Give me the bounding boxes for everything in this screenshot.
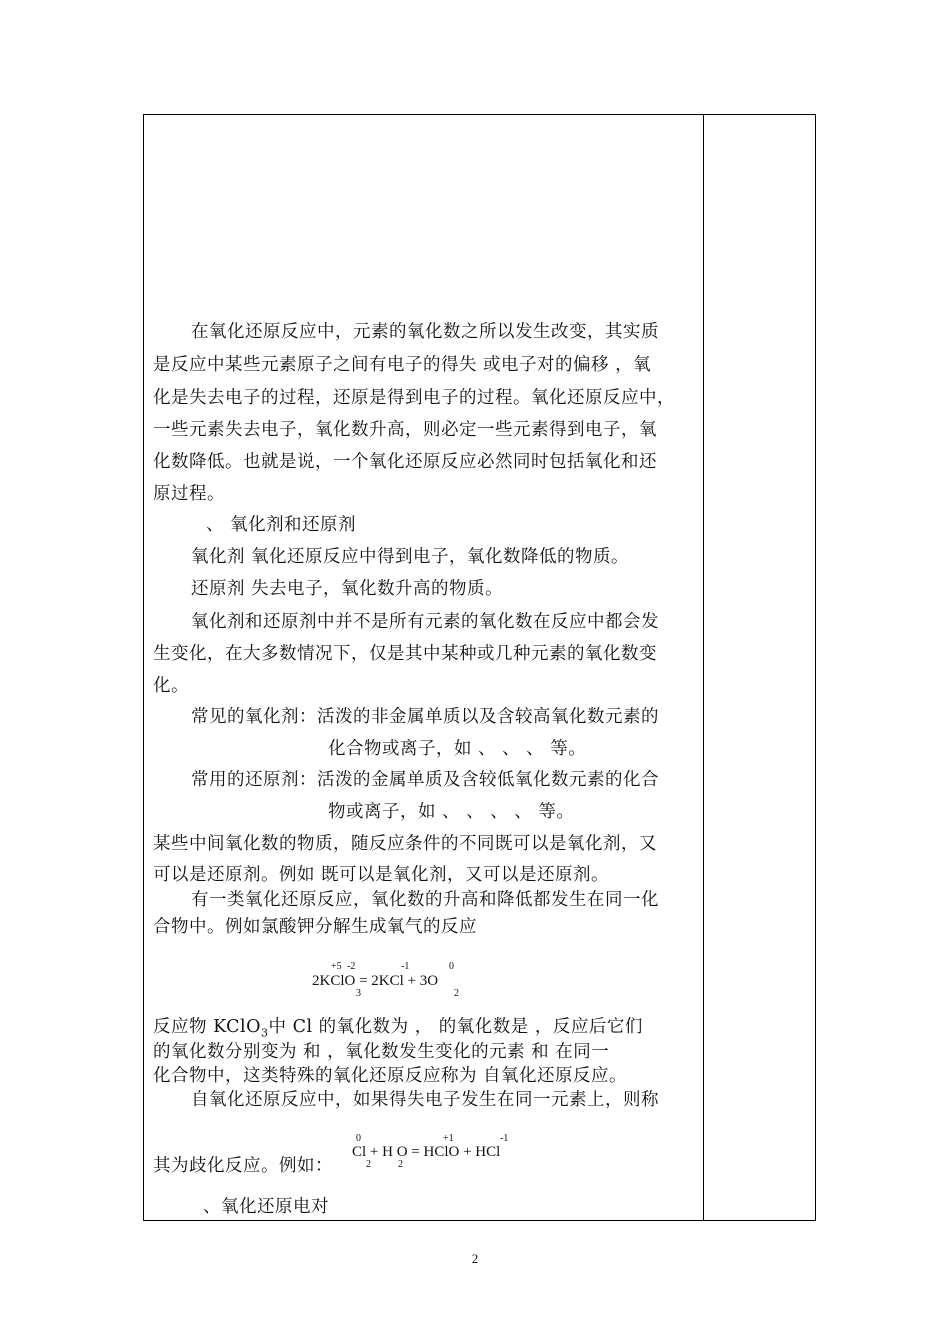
text-line: 在氧化还原反应中，元素的氧化数之所以发生改变，其实质 [191,322,659,342]
text-line: 化数降低。也就是说，一个氧化还原反应必然同时包括氧化和还 [153,452,657,472]
text-line: 氧化剂和还原剂中并不是所有元素的氧化数在反应中都会发 [191,612,659,632]
subscript: 2 [398,1159,403,1170]
text-line: 有一类氧化还原反应，氧化数的升高和降低都发生在同一化 [191,890,659,910]
oxidation-number: 0 [356,1133,361,1144]
text-line: 化合物中，这类特殊的氧化还原反应称为 自氧化还原反应。 [153,1066,628,1086]
text-line: 自氧化还原反应中，如果得失电子发生在同一元素上，则称 [191,1090,659,1110]
text-run: 中 Cl 的氧化数为 ， 的氧化数是 ，反应后它们 [268,1017,643,1037]
definition-reductant: 还原剂 失去电子，氧化数升高的物质。 [191,579,504,599]
section-heading: 、氧化还原电对 [203,1197,329,1217]
text-line: 生变化，在大多数情况下，仅是其中某种或几种元素的氧化数变 [153,644,657,664]
subscript: 2 [366,1159,371,1170]
column-divider [703,114,704,1221]
common-oxidants-line: 常见的氧化剂：活泼的非金属单质以及含较高氧化数元素的 [191,707,659,727]
common-reductants-line: 物或离子，如 、 、 、 、 等。 [328,802,575,822]
text-run: 反应物 KClO [153,1017,262,1037]
oxidation-number: -1 [401,961,410,972]
subscript: 3 [356,988,361,999]
section-heading: 、 氧化剂和还原剂 [206,515,357,535]
text-line [153,1017,643,1044]
text-line: 原过程。 [153,484,225,504]
oxidation-number: 0 [449,961,454,972]
text-line: 其为歧化反应。例如： [153,1156,333,1176]
common-reductants-line: 常用的还原剂：活泼的金属单质及含较低氧化数元素的化合 [191,770,659,790]
oxidation-number: -1 [500,1133,509,1144]
common-oxidants-line: 化合物或离子，如 、 、 、 等。 [328,739,587,759]
oxidation-number: -2 [347,961,356,972]
text-line: 化是失去电子的过程，还原是得到电子的过程。氧化还原反应中， [153,388,675,408]
text-line: 合物中。例如氯酸钾分解生成氧气的反应 [153,917,477,937]
subscript: 3 [261,1026,269,1040]
definition-oxidant: 氧化剂 氧化还原反应中得到电子，氧化数降低的物质。 [191,547,630,567]
text-line: 化。 [153,676,189,696]
oxidation-number: +5 [331,961,342,972]
text-line: 一些元素失去电子，氧化数升高，则必定一些元素得到电子，氧 [153,420,657,440]
equation-main: 2KClO = 2KCl + 3O [312,973,439,989]
oxidation-number: +1 [443,1133,454,1144]
text-line: 是反应中某些元素原子之间有电子的得失 或电子对的偏移 ，氧 [153,355,652,375]
subscript: 2 [454,988,459,999]
text-line: 可以是还原剂。例如 既可以是氧化剂，又可以是还原剂。 [153,865,610,885]
text-line: 的氧化数分别变为 和 ，氧化数发生变化的元素 和 在同一 [153,1042,610,1062]
equation-main: Cl + H O = HClO + HCl [352,1144,501,1160]
page-number: 2 [471,1251,479,1266]
text-line: 某些中间氧化数的物质，随反应条件的不同既可以是氧化剂，又 [153,834,657,854]
